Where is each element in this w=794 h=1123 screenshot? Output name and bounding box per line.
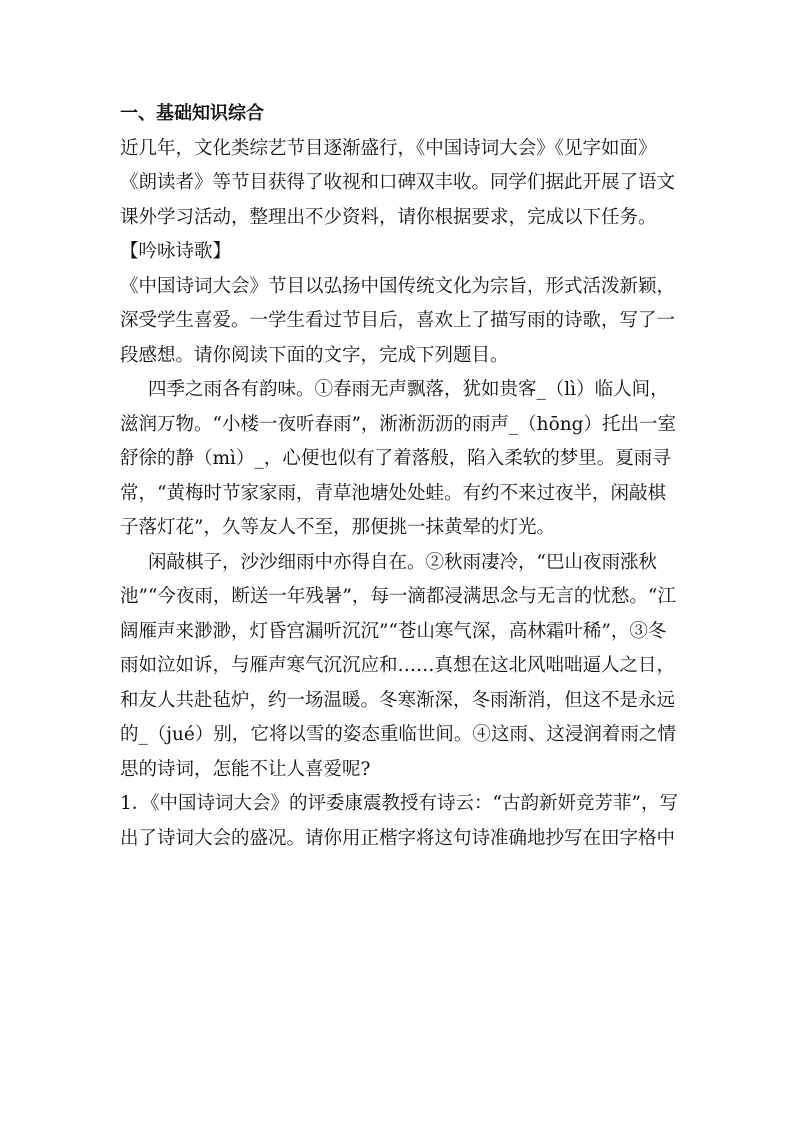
passage-line-6: 闲敲棋子，沙沙细雨中亦得自在。②秋雨凄冷，“巴山夜雨涨秋 (148, 551, 657, 573)
passage-line-2: 滋润万物。“小楼一夜听春雨”，淅淅沥沥的雨声_（hōng）托出一室 (120, 413, 676, 435)
question-1-line-2: 出了诗词大会的盛况。请你用正楷字将这句诗准确地抄写在田字格中 (120, 827, 676, 849)
passage-line-4: 常，“黄梅时节家家雨，青草池塘处处蛙。有约不来过夜半，闲敲棋 (120, 482, 666, 504)
passage-line-1: 四季之雨各有韵味。①春雨无声飘落，犹如贵客_（lì）临人间， (148, 379, 669, 400)
passage-line-12: 思的诗词，怎能不让人喜爱呢? (120, 758, 371, 780)
context-line-1: 《中国诗词大会》节目以弘扬中国传统文化为宗旨，形式活泼新颖， (120, 275, 676, 297)
section-heading: 一、基础知识综合 (120, 103, 264, 124)
passage-line-8: 阔雁声来渺渺，灯昏宫漏听沉沉”“苍山寒气深，高林霜叶稀”，③冬 (120, 620, 667, 642)
passage-line-11: 的_（jué）别，它将以雪的姿态重临世间。④这雨、这浸润着雨之情 (120, 724, 676, 745)
passage-line-10: 和友人共赴毡炉，约一场温暖。冬寒渐深，冬雨渐消，但这不是永远 (120, 689, 676, 711)
question-1-line-1: 1．《中国诗词大会》的评委康震教授有诗云：“古韵新妍竞芳菲”，写 (120, 793, 678, 814)
passage-line-5: 子落灯花”，久等友人不至，那便挑一抹黄晕的灯光。 (120, 517, 555, 538)
passage-line-3: 舒徐的静（mì）_，心便也似有了着落般，陷入柔软的梦里。夏雨寻 (120, 448, 671, 469)
passage-line-7: 池”“今夜雨，断送一年残暑”，每一滴都浸满思念与无言的忧愁。“江 (120, 586, 676, 607)
subsection-title: 【吟咏诗歌】 (120, 241, 232, 262)
passage-line-9: 雨如泣如诉，与雁声寒气沉沉应和……真想在这北风咄咄逼人之日， (120, 655, 676, 676)
context-line-3: 段感想。请你阅读下面的文字，完成下列题目。 (120, 344, 509, 366)
intro-line-3: 课外学习活动，整理出不少资料，请你根据要求，完成以下任务。 (120, 206, 657, 228)
intro-line-2: 《朗读者》等节目获得了收视和口碑双丰收。同学们据此开展了语文 (120, 172, 676, 193)
document-page (120, 97, 680, 856)
intro-line-1: 近几年，文化类综艺节目逐渐盛行，《中国诗词大会》《见字如面》 (120, 137, 657, 159)
context-line-2: 深受学生喜爱。一学生看过节目后，喜欢上了描写雨的诗歌，写了一 (120, 310, 676, 331)
